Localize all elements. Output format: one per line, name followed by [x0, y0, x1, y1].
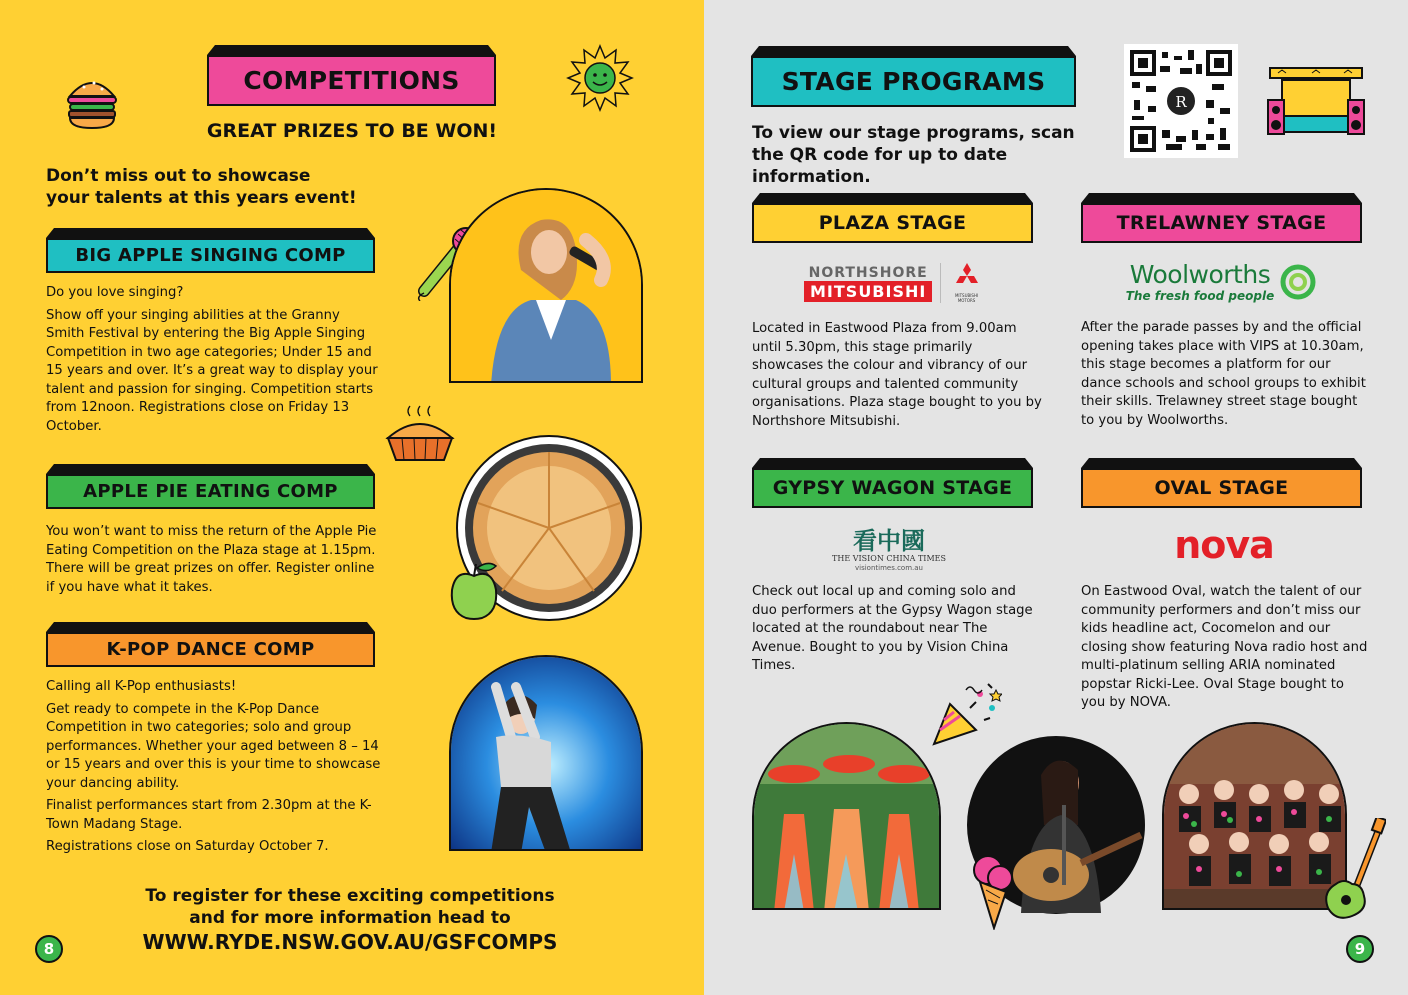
register-text — [100, 885, 600, 929]
kpop-paragraph-3: Finalist performances start from 2.30pm at the K-Town Madang Stage. — [46, 798, 372, 832]
trelawney-stage-title: TRELAWNEY STAGE — [1081, 203, 1362, 243]
singing-comp-text — [46, 284, 382, 440]
logo-mitsubishi-text: MITSUBISHI — [804, 281, 932, 302]
vision-china-times-logo — [814, 524, 964, 576]
stage-programs-title: STAGE PROGRAMS — [751, 56, 1076, 107]
register-line-1: To register for these exciting competitions — [145, 886, 555, 906]
ice-cream-icon — [966, 850, 1022, 930]
vision-china-url: visiontimes.com.au — [855, 563, 923, 572]
plaza-stage-text: Located in Eastwood Plaza from 9.00am until 5.30pm, this stage primarily showcases the colour and vibrancy of our cultural groups and talented community organisations. Plaza stage bought to you by Northshore Mitsubishi. — [752, 321, 1042, 429]
kpop-comp-title: K-POP DANCE COMP — [46, 632, 375, 667]
subtitle: GREAT PRIZES TO BE WON! — [206, 120, 498, 142]
sun-icon — [566, 44, 634, 112]
kpop-paragraph-4: Registrations close on Saturday October 7. — [46, 839, 329, 854]
svg-text:R: R — [1175, 93, 1187, 111]
singing-paragraph-1: Do you love singing? — [46, 285, 184, 300]
intro-line-1: Don’t miss out to showcase — [46, 166, 311, 186]
woolworths-name: Woolworths — [1129, 260, 1271, 289]
qr-code[interactable] — [1124, 44, 1238, 158]
singing-comp-banner — [46, 228, 375, 273]
guitar-icon — [1322, 818, 1386, 922]
page-number-9: 9 — [1346, 935, 1374, 963]
vision-china-chars: 看中國 — [853, 526, 925, 555]
stage-programs-banner — [751, 46, 1076, 107]
singer-photo — [449, 188, 643, 383]
stage-programs-intro: To view our stage programs, scan the QR code for up to date information. — [752, 123, 1075, 187]
nova-logo — [1134, 522, 1314, 568]
woolworths-tagline: The fresh food people — [1125, 289, 1275, 303]
competitions-banner — [207, 45, 496, 106]
register-link[interactable]: WWW.RYDE.NSW.GOV.AU/GSFCOMPS — [142, 930, 558, 954]
pie-icon — [384, 402, 456, 468]
logo-northshore-text: NORTHSHORE — [808, 264, 928, 281]
singing-comp-title: BIG APPLE SINGING COMP — [46, 238, 375, 273]
page-number-8: 8 — [35, 935, 63, 963]
oval-stage-banner — [1081, 458, 1362, 508]
vision-china-name: THE VISION CHINA TIMES — [832, 553, 946, 563]
pie-comp-title: APPLE PIE EATING COMP — [46, 474, 375, 509]
intro-text — [46, 165, 386, 209]
plaza-stage-banner — [752, 193, 1033, 243]
woolworths-w-icon — [1278, 264, 1318, 300]
gypsy-wagon-stage-title: GYPSY WAGON STAGE — [752, 468, 1033, 508]
trelawney-stage-banner — [1081, 193, 1362, 243]
apple-icon — [446, 560, 502, 622]
stage-icon — [1266, 64, 1366, 138]
right-page — [704, 0, 1408, 995]
trelawney-stage-text: After the parade passes by and the official opening takes place with VIPS at 10.30am, this stage becomes a platform for our dance schools and school groups to exhibit their skills. Trelawney street stage bought to you by Woolworths. — [1081, 320, 1366, 428]
mitsubishi-motors-text: MITSUBISHI MOTORS — [954, 293, 979, 303]
gypsy-wagon-stage-text: Check out local up and coming solo and duo performers at the Gypsy Wagon stage located at the roundabout near The Avenue. Bought to you by Vision China Times. — [752, 584, 1033, 673]
singing-paragraph-2: Show off your singing abilities at the Granny Smith Festival by entering the Big Apple Singing Competition in two age categories; Under 15 and 15 years and over. It’s a great way to display your talent and passion for singing. Competition starts from 12noon. Registrations close on Friday 13 October. — [46, 307, 378, 434]
oval-stage-text: On Eastwood Oval, watch the talent of our community performers and don’t miss our kids headline act, Cocomelon and our closing show featuring Nova radio host and multi-platinum selling ARIA nominated popstar Ricki-Lee. Oval Stage bought to you by NOVA. — [1081, 584, 1368, 710]
kpop-comp-text — [46, 678, 391, 861]
dancer-photo — [449, 655, 643, 851]
woolworths-logo — [1122, 256, 1322, 308]
pie-paragraph-1: You won’t want to miss the return of the Apple Pie Eating Competition on the Plaza stage at 1.15pm. There will be great prizes on offer. Register online if you have what it takes. — [46, 524, 377, 595]
intro-line-2: your talents at this years event! — [46, 188, 357, 208]
kids-dance-group-photo — [1162, 722, 1347, 910]
pie-comp-banner — [46, 464, 375, 509]
kpop-paragraph-1: Calling all K-Pop enthusiasts! — [46, 679, 237, 694]
gypsy-wagon-stage-banner — [752, 458, 1033, 508]
register-line-2: and for more information head to — [189, 908, 511, 928]
kpop-paragraph-2: Get ready to compete in the K-Pop Dance Competition in two categories; solo and group performances. Whether your aged between 8 – 14 or 15 years and over this is your time to showcase your dancing ability. — [46, 701, 381, 791]
oval-stage-title: OVAL STAGE — [1081, 468, 1362, 508]
pie-comp-text — [46, 523, 382, 601]
qr-code-image — [1130, 50, 1232, 152]
mitsubishi-diamonds-icon — [952, 263, 982, 289]
page-title: COMPETITIONS — [207, 55, 496, 106]
burger-icon — [64, 72, 120, 132]
kpop-comp-banner — [46, 622, 375, 667]
plaza-stage-title: PLAZA STAGE — [752, 203, 1033, 243]
nova-name: nova — [1174, 523, 1274, 567]
cultural-dancers-photo — [752, 722, 941, 910]
northshore-mitsubishi-logo — [804, 260, 984, 306]
